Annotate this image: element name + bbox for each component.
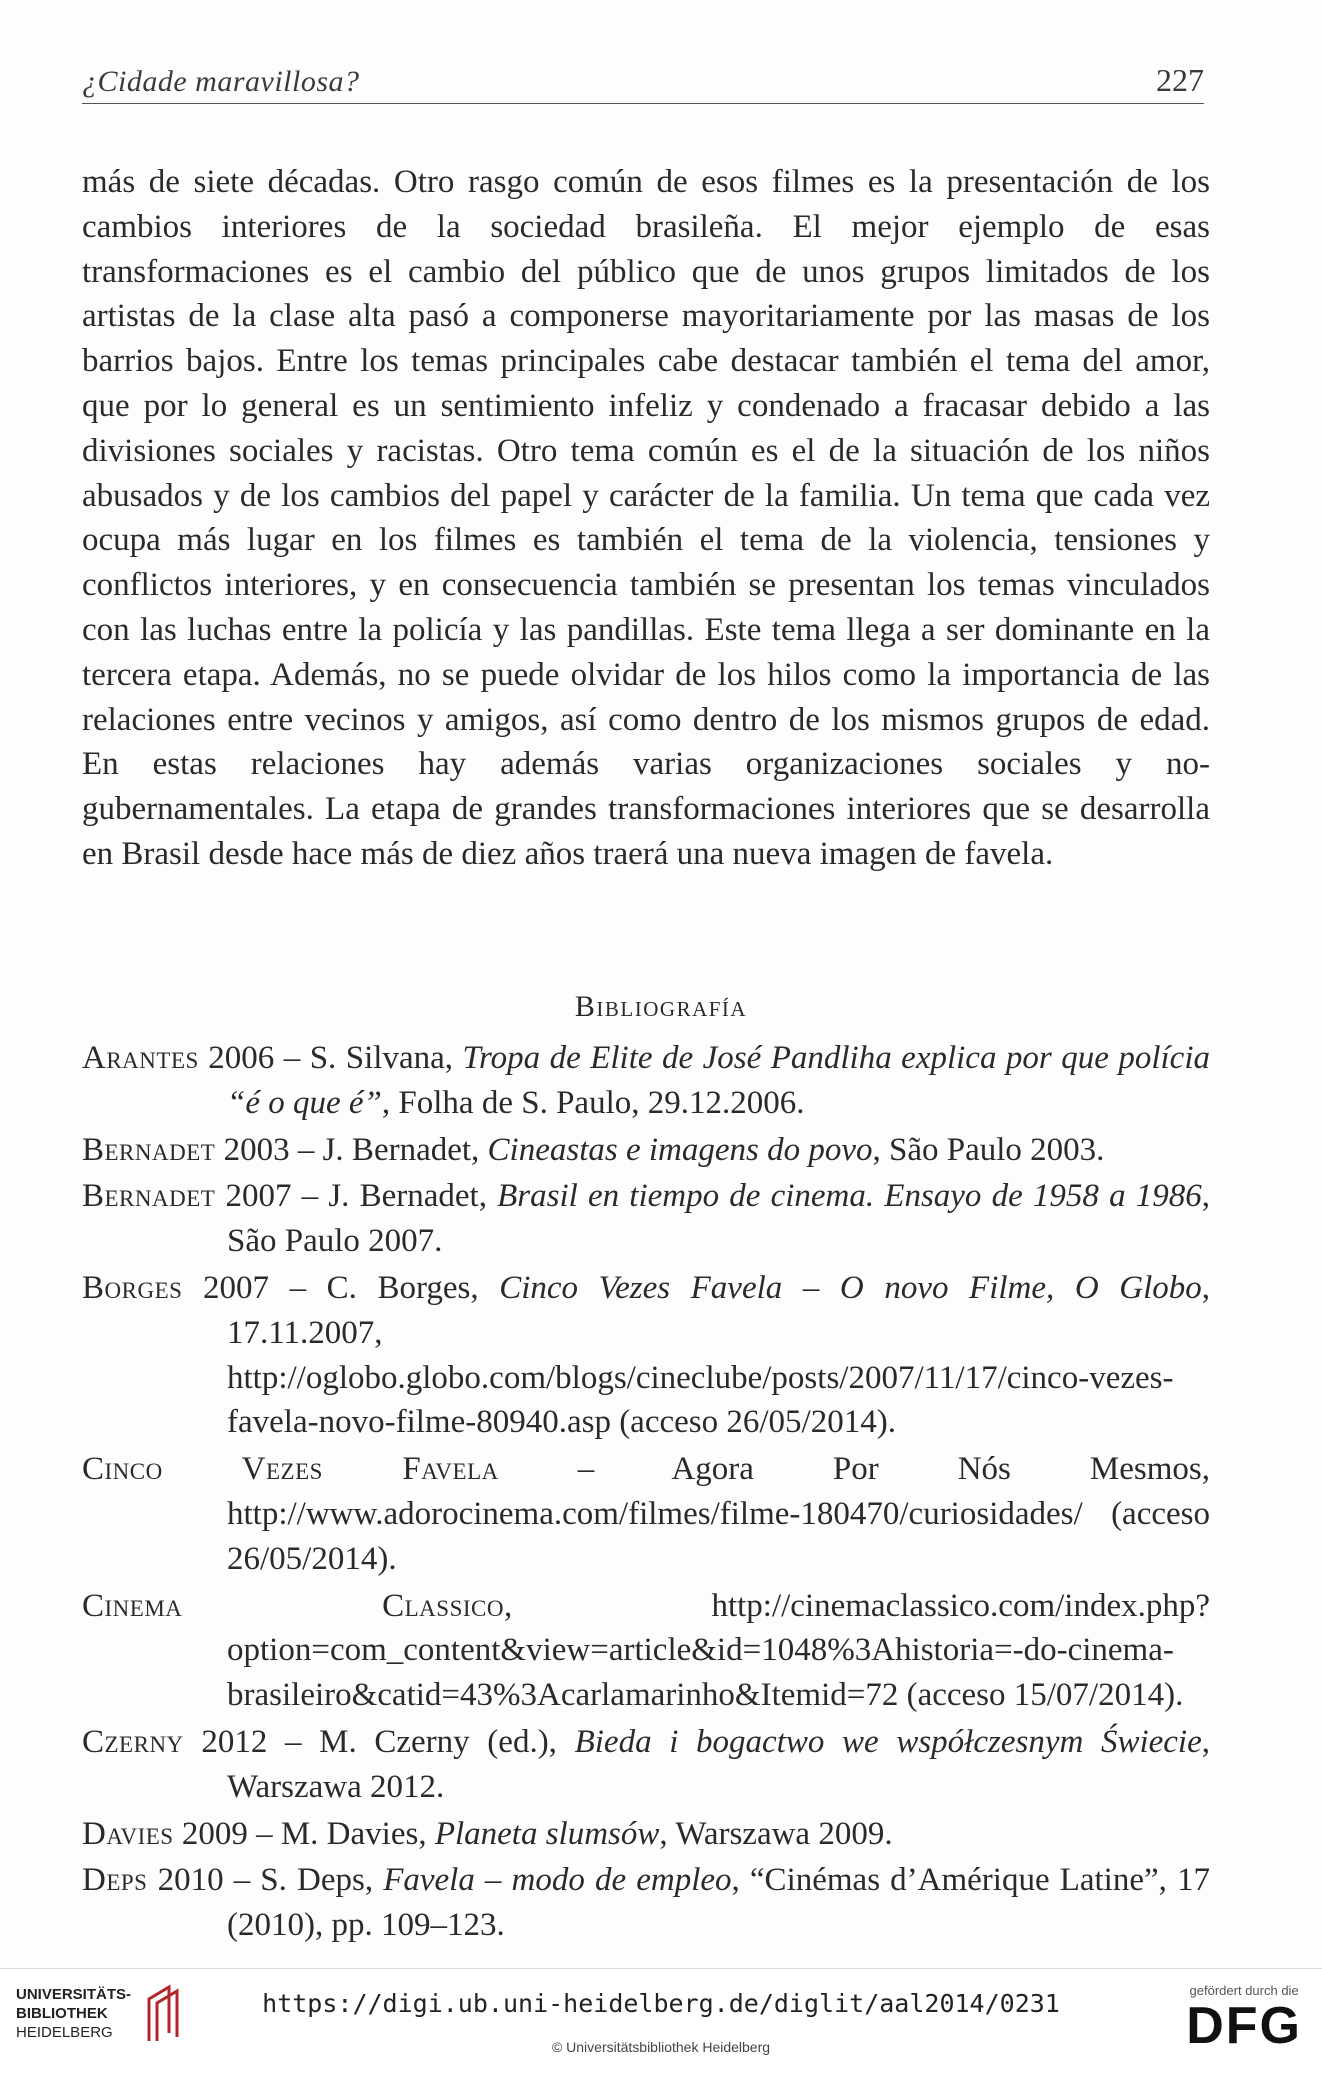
bib-details: – Agora Por Nós Mesmos, http://www.adorocinema.com/filmes/filme-180470/curiosidades/ (acceso 26/05/2014). xyxy=(227,1451,1210,1577)
bib-title: Brasil en tiempo de cinema. Ensayo de 1958 a 1986 xyxy=(497,1178,1202,1215)
bib-entry xyxy=(82,1266,1210,1445)
bib-author: Bernadet xyxy=(82,1131,216,1168)
dfg-funder-logo[interactable] xyxy=(1186,1983,1302,2054)
library-name-line: HEIDELBERG xyxy=(16,2023,113,2041)
bib-year: 2003 – J. Bernadet, xyxy=(215,1131,488,1168)
bib-author: Deps xyxy=(82,1862,148,1899)
bibliography-heading: Bibliografía xyxy=(574,990,748,1023)
bib-title: Cinco Vezes Favela – O novo Filme, O Globo xyxy=(499,1269,1202,1306)
bib-entry xyxy=(82,1584,1210,1718)
bib-author: Cinco Vezes Favela xyxy=(82,1451,499,1488)
body-paragraph: más de siete décadas. Otro rasgo común de esos filmes es la presentación de los cambios interiores de la sociedad brasileña. El mejor ejemplo de esas transformaciones es el cambio del público que de unos grupos limitados de los artistas de la clase alta pasó a componerse mayoritariamente por las masas de los barrios bajos. Entre los temas principales cabe destacar también el tema del amor, que por lo general es un sentimiento infeliz y condenado a fracasar debido a las divisiones sociales y racistas. Otro tema común es el de la situación de los niños abusados y de los cambios del papel y carácter de la familia. Un tema que cada vez ocupa más lugar en los filmes es también el tema de la violencia, tensiones y conflictos interiores, y en consecuencia también se presentan los temas vinculados con las luchas entre la policía y las pandillas. Este tema llega a ser dominante en la tercera etapa. Además, no se puede olvidar de los hilos como la importancia de las relaciones entre vecinos y amigos, así como dentro de los mismos grupos de edad. En estas relaciones hay además varias organizaciones sociales y no-gubernamentales. La etapa de grandes transformaciones interiores que se desarrolla en Brasil desde hace más de diez años traerá una nueva imagen de favela. xyxy=(82,164,1210,872)
copyright-notice: © Universitätsbibliothek Heidelberg xyxy=(551,2039,771,2055)
funder-caption: gefördert durch die xyxy=(1189,1983,1299,1998)
bib-details: , São Paulo 2007. xyxy=(227,1178,1210,1260)
bib-details: , 17.11.2007, http://oglobo.globo.com/blogs/cineclube/posts/2007/11/17/cinco-vezes-favela-novo-filme-80940.asp (acceso 26/05/2014). xyxy=(227,1269,1210,1441)
bib-year: 2009 – M. Davies, xyxy=(173,1815,435,1852)
library-name-line: UNIVERSITÄTS- xyxy=(16,1985,132,2003)
page-number: 227 xyxy=(1156,62,1204,98)
bib-year: 2012 – M. Czerny (ed.), xyxy=(183,1723,575,1760)
bib-title: Cineastas e imagens do povo xyxy=(487,1131,873,1168)
bib-title: Bieda i bogactwo we współczesnym Świecie xyxy=(574,1723,1202,1760)
bib-author: Cinema Classico xyxy=(82,1587,504,1624)
bib-author: Bernadet xyxy=(82,1178,216,1215)
bib-title: Tropa de Elite de José Pandliha explica por que polícia “é o que é” xyxy=(227,1040,1210,1121)
bib-entry xyxy=(82,1720,1210,1810)
permalink-url[interactable]: https://digi.ub.uni-heidelberg.de/diglit/aal2014/0231 xyxy=(262,1989,1060,2018)
bib-author: Borges xyxy=(82,1269,183,1306)
bib-entry xyxy=(82,1036,1210,1126)
bibliography-list xyxy=(82,1036,1210,1950)
running-title: ¿Cidade maravillosa? xyxy=(82,65,360,98)
bib-entry xyxy=(82,1447,1210,1581)
dfg-logo-icon: DFG xyxy=(1186,1997,1302,2055)
bib-author: Davies xyxy=(82,1815,174,1852)
bib-entry xyxy=(82,1812,1210,1857)
footer-bar xyxy=(0,1968,1322,2075)
bib-year: 2007 – C. Borges, xyxy=(182,1269,500,1306)
bib-details: , http://cinemaclassico.com/index.php?option=com_content&view=article&id=1048%3Ahistoria=-do-cinema-brasileiro&catid=43%3Acarlamarinho&Itemid=72 (acceso 15/07/2014). xyxy=(227,1587,1210,1714)
bib-year: 2006 – S. Silvana, xyxy=(198,1040,463,1076)
bib-details: , Warszawa 2009. xyxy=(659,1815,893,1852)
bib-entry xyxy=(82,1128,1210,1173)
bib-entry xyxy=(82,1858,1210,1948)
bib-title: Planeta slumsów xyxy=(434,1815,660,1852)
bib-details: , São Paulo 2003. xyxy=(872,1131,1105,1168)
page-header xyxy=(82,62,1204,104)
library-name-line: BIBLIOTHEK xyxy=(16,2004,108,2022)
bib-title: Favela – modo de empleo xyxy=(383,1862,732,1899)
bib-author: Czerny xyxy=(82,1723,184,1760)
bib-details: , “Cinémas d’Amérique Latine”, 17 (2010), pp. 109–123. xyxy=(227,1862,1210,1944)
bib-year: 2007 – J. Bernadet, xyxy=(215,1178,498,1215)
bib-entry xyxy=(82,1174,1210,1264)
bib-year: 2010 – S. Deps, xyxy=(147,1862,384,1899)
bib-author: Arantes xyxy=(82,1040,199,1076)
bib-details: , Folha de S. Paulo, 29.12.2006. xyxy=(381,1084,805,1121)
bib-details: , Warszawa 2012. xyxy=(227,1723,1210,1805)
